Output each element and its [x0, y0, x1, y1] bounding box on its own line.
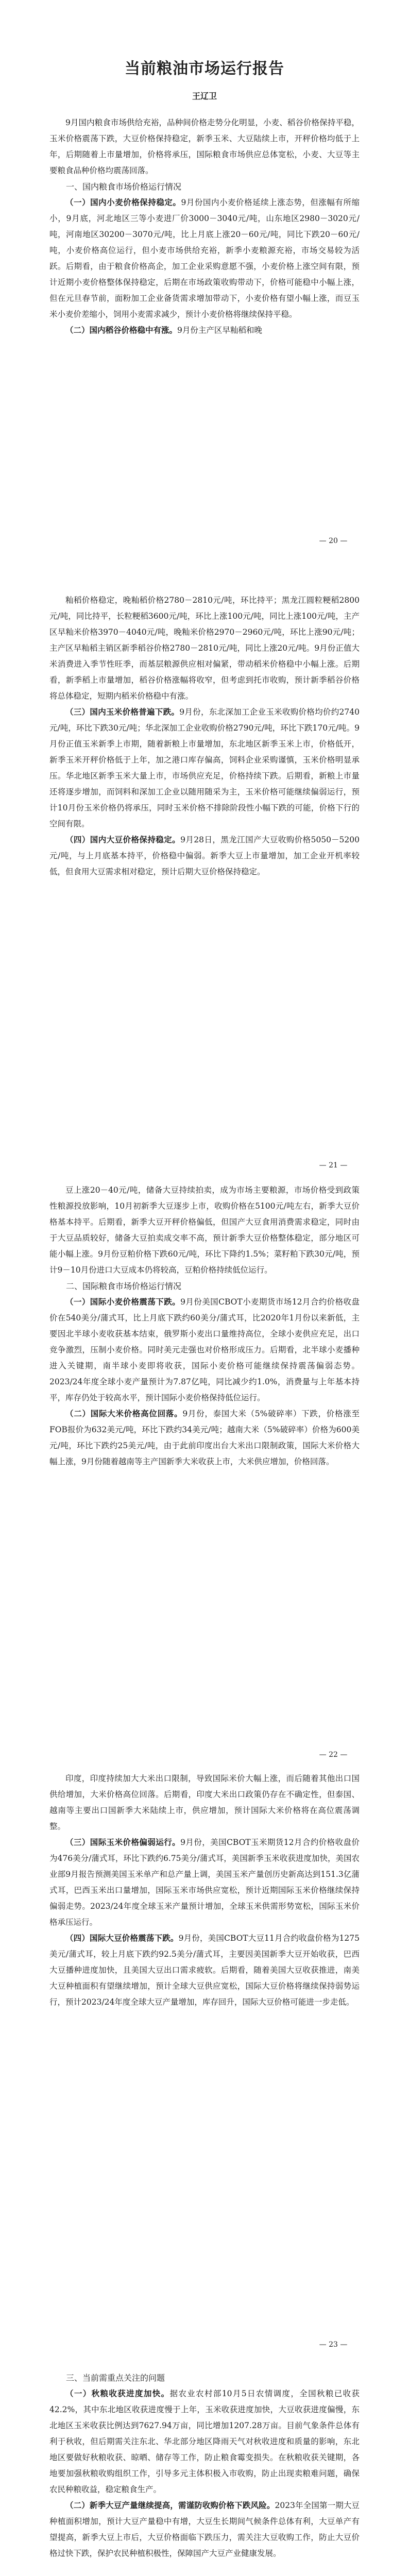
paragraph-text: 9月份，泰国大米（5%破碎率）下跌，价格涨至FOB报价为632美元/吨，环比下跌约34美元/吨；越南大米（5%破碎率）价格为600美元/吨，环比下跌约25美元/吨，由于此前印度出台大米出口限制政策，国际大米价格大幅上涨，9月份随着越南等主产国新季大米收获上市，大米供应增加，价格回落。 [49, 1409, 360, 1466]
page-2-content [0, 592, 409, 880]
paragraph-text: 9月份美国CBOT小麦期货市场12月合约价格收盘价在540美分/蒲式耳，比上月底下跌约60美分/蒲式耳，比2020年1月份以来新低，主要因北半球小麦收获基本结束，俄罗斯小麦出口量维持高位，全球小麦供应充足，出口竞争激烈，压制小麦价格。同时美元走强也对价格形成压力。后期看，北半球小麦播种进入关键期，南半球小麦即将收获，国际小麦价格可能继续保持震荡偏弱态势。2023/24年度全球小麦产量预计为7.87亿吨，同比减少约1.0%，消费量与上年基本持平，库存仍处于较高水平，预计国际小麦价格保持低位运行。 [49, 1297, 360, 1402]
body-paragraph [49, 1182, 360, 1278]
page-5-content [0, 2370, 409, 2562]
paragraph-text: 9月28日，黑龙江国产大豆收购价格5050－5200元/吨，与上月底基本持平，价格稳中偏弱。新季大豆上市量增加，加工企业开机率较低，但食用大豆需求相对稳定，预计后期大豆价格保持稳定。 [49, 835, 360, 876]
body-paragraph [49, 1771, 360, 1835]
body-paragraph [49, 2386, 360, 2498]
paragraph-text: 印度，印度持续加大大米出口限制，导致国际米价大幅上涨，而后随着其他出口国供给增加，大米价格高位回落。后期看，印度大米出口政策仍存在不确定性，但泰国、越南等主要出口国新季大米陆续上市，供应增加，预计国际大米价格将在高位震荡调整。 [49, 1774, 360, 1831]
paragraph-lead: （二）国内稻谷价格稳中有涨。 [65, 326, 178, 335]
paragraph-text: 9月份，美国CBOT大豆11月合约收盘价格为1275美元/蒲式耳，较上月底下跌约92.5美分/蒲式耳，主要因美国新季大豆开始收获，巴西大豆播种进度加快，且美国大豆出口需求疲软。后期看，随着美国大豆收获推进，南美大豆种植面积有望继续增加，预计全球大豆供应宽松，国际大豆价格将继续保持弱势运行，预计2023/24年度全球大豆产量增加，库存回升，国际大豆价格可能进一步走低。 [49, 1934, 360, 2007]
body-paragraph [49, 1930, 360, 2010]
paragraph-lead: （二）国际大米价格高位回落。 [65, 1409, 183, 1418]
body-paragraph [49, 832, 360, 880]
page-4 [0, 1771, 409, 2010]
page-3 [0, 1182, 409, 1470]
paragraph-text: 籼稻价格稳定，晚籼稻价格2780－2810元/吨，环比持平；黑龙江圆粒粳稻2800元/吨，同比持平，长粒粳稻3600元/吨，环比上涨100元/吨，同比上涨100元/吨，主产区早籼米价格3970－4040元/吨，晚籼米价格2970－2960元/吨，环比上涨90元/吨；主产区早籼稻主销区新季稻谷价格2780－2810元/吨，同比上涨20元/吨。9月份正值大米消费进入季节性旺季，而基层粮源供应相对偏紧，带动稻米价格稳中小幅上涨。后期看，新季稻上市量增加，稻谷价格涨幅将收窄，但考虑到托市收购，预计新季稻谷价格将总体稳定，短期内稻米价格稳中有涨。 [49, 596, 360, 701]
paragraph-text: 9月份主产区早籼稻和晚 [177, 326, 262, 335]
page-3-content [0, 1182, 409, 1470]
section-heading: 二、国际粮食市场价格运行情况 [66, 1281, 182, 1291]
paragraph-lead: （一）国内小麦价格保持稳定。 [65, 198, 181, 207]
paragraph-lead: （三）国际玉米价格偏弱运行。 [65, 1838, 181, 1847]
paragraph-lead: （四）国内大豆价格保持稳定。 [65, 835, 181, 844]
paragraph-text: 2023年全国第一期大豆种植面积增加，预计大豆产量稳中有增，大豆生长期间气候条件总体有利，大豆单产有望提高，新季大豆上市后，大豆价格面临下跌压力，需关注大豆收购工作，防止大豆价格过快下跌，保护农民种植积极性，保障国产大豆产业健康发展。 [49, 2501, 360, 2558]
body-paragraph [49, 1835, 360, 1930]
paragraph-text: 9月份，东北深加工企业玉米收购价格均价约2740元/吨，环比下跌30元/吨；华北深加工企业收购价格2790元/吨，环比下跌170元/吨。9月份正值玉米新季上市期，随着新粮上市量增加，东北地区新季玉米上市，价格低开，新季玉米开秤价格低于上年，加之港口库存偏高，饲料企业采购谨慎，玉米价格明显承压。华北地区新季玉米大量上市，市场供应充足，价格持续下跌。后期看，新粮上市量还将逐步增加，而饲料和深加工企业以随用随采为主，玉米价格可能继续偏弱运行，预计10月份玉米价格仍将承压，同时玉米价格不排除阶段性小幅下跌的可能，价格下行的空间有限。 [49, 707, 360, 828]
page-4-content [0, 1771, 409, 2010]
paragraph-lead: （二）新季大豆产量继续提高，需谨防收购价格下跌风险。 [65, 2501, 275, 2510]
paragraph-text: 9月国内粮食市场供给充裕，品种间价格走势分化明显，小麦、稻谷价格保持平稳，玉米价格震荡下跌，大豆价格保持稳定，新季玉米、大豆陆续上市，开秤价格均低于上年，后期随着上市量增加，价格将承压，国际粮食市场供应总体宽松，小麦、大豆等主要粮食品种价格均震荡回落。 [49, 118, 360, 175]
paragraph-lead: （四）国际大豆价格震荡下跌。 [65, 1934, 179, 1943]
page-2 [0, 592, 409, 880]
paragraph-text: 9月份，美国CBOT玉米期货12月合约价格收盘价为476美分/蒲式耳，环比下跌约6.75美分/蒲式耳，美国新季玉米收获进度加快，美国农业部9月报告预测美国玉米单产和总产量上调，美国玉米产量创历史新高达到151.3亿蒲式耳，巴西玉米出口量增加，国际玉米市场供应宽松，预计近期国际玉米价格继续保持偏弱走势。2023/24年度全球玉米产量预计增加，全球玉米供需形势宽松，国际玉米价格承压运行。 [49, 1838, 360, 1927]
body-paragraph [49, 2498, 360, 2562]
body-paragraph [49, 1406, 360, 1470]
paragraph-text: 据农业农村部10月5日农情调度，全国秋粮已收获42.2%，其中东北地区收获进度慢于上年，玉米收获进度加快，大豆收获进度偏慢，东北地区玉米收获比例达到7627.94万亩，同比增加1207.28万亩。目前气象条件总体有利于秋收，但后期需关注东北、华北部分地区降雨天气对秋收进度和质量的影响，东北地区要做好秋粮收获、晾晒、储存等工作，防止粮食霉变损失。在秋粮收获关键期，各地要加强秋粮收购组织工作，引导多元主体积极入市收购，防止出现卖粮难问题，确保农民种粮收益，稳定粮食生产。 [49, 2389, 360, 2494]
paragraph-text: 豆上涨20－40元/吨，储备大豆持续拍卖，成为市场主要粮源，市场价格受到政策性粮源投放影响，10月初新季大豆逐步上市，收购价格在5100元/吨左右，新季大豆价格基本持平。后期看，新季大豆开秤价格偏低，但国产大豆食用消费需求稳定，同时由于大豆品质较好，储备大豆拍卖成交率不高，预计新季大豆价格整体稳定，部分地区可能小幅上涨。9月份豆粕价格下跌60元/吨，环比下降约1.5%；菜籽粕下跌30元/吨，预计9－10月份进口大豆成本仍将较高，豆粕价格持续低位运行。 [49, 1185, 360, 1275]
page-1-content [0, 115, 409, 338]
body-paragraph [49, 323, 360, 338]
page-number: — 23 — [319, 2341, 348, 2349]
author-name: 王辽卫 [192, 91, 217, 101]
paragraph-lead: （一）秋粮收获进度加快。 [65, 2389, 170, 2398]
paragraph-lead: （三）国内玉米价格普遍下跌。 [65, 707, 180, 717]
section-heading: 一、国内粮食市场价格运行情况 [66, 182, 182, 192]
section-heading: 三、当前需重点关注的问题 [66, 2373, 165, 2383]
body-paragraph [49, 195, 360, 323]
page-number: — 20 — [319, 537, 348, 545]
paragraph-lead: （一）国际小麦价格震荡下跌。 [65, 1297, 181, 1307]
page-5 [0, 2370, 409, 2562]
body-paragraph [49, 1294, 360, 1406]
body-paragraph [49, 704, 360, 832]
page-1 [0, 0, 409, 338]
paragraph-text: 9月份国内小麦价格延续上涨态势，但涨幅有所缩小，9月底，河北地区三等小麦进厂价3000－3040元/吨，山东地区2980－3020元/吨，河南地区30200－3070元/吨，比上月底上涨20－60元/吨，同比下跌20－60元/吨，小麦价格高位运行，但小麦市场供给充裕，新季小麦粮源充裕，市场交易较为活跃。后期看，由于粮食价格高企，加工企业采购意愿不强，小麦价格上涨空间有限，预计近期小麦价格整体保持稳定，后期在市场政策收购带动下，价格可能稳中小幅上涨，但在元旦春节前，面粉加工企业备货需求增加带动下，小麦价格有望小幅上涨，而豆玉米小麦价差缩小，饲用小麦需求减少，预计小麦价格将继续保持平稳。 [49, 198, 360, 319]
body-paragraph [49, 592, 360, 704]
report-title: 当前粮油市场运行报告 [125, 60, 284, 78]
page-number: — 22 — [319, 1751, 348, 1759]
page-number: — 21 — [319, 1161, 348, 1170]
body-paragraph [49, 115, 360, 179]
